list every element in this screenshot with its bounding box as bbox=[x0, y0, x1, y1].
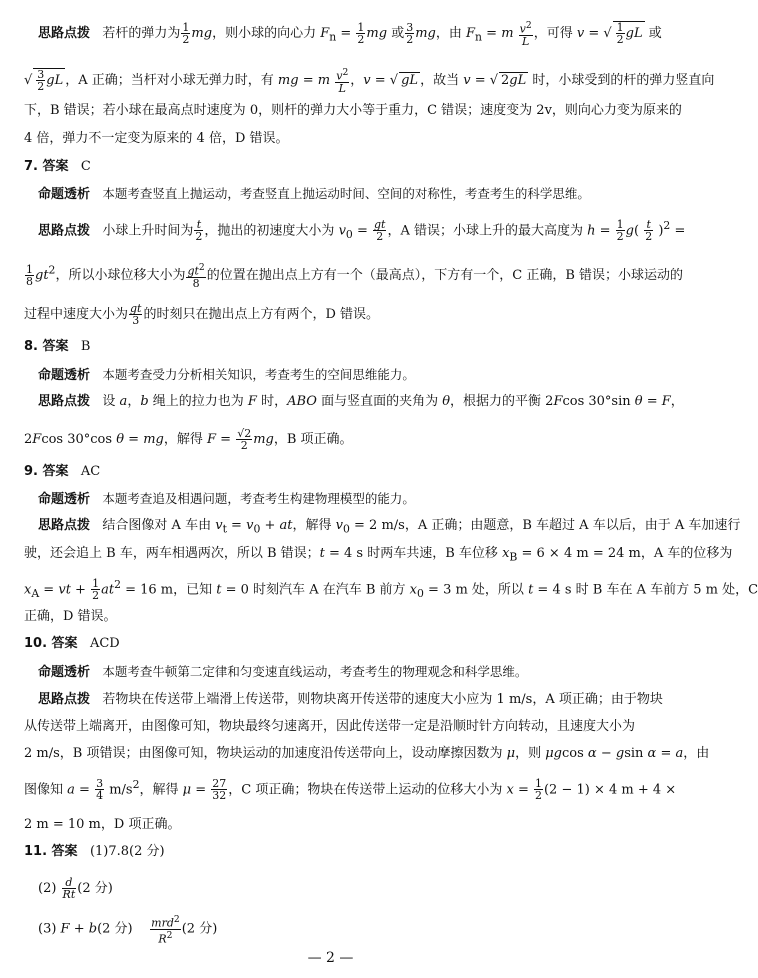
page-number: — 2 — bbox=[307, 950, 354, 966]
text-line: 驶，还会追上 B 车，两车相遇两次，所以 B 错误；t = 4 s 时两车共速，B 车位移 $x_B = 6 \times 4$ m = 24 m，A 车的位移为 bbox=[24, 546, 733, 564]
text-line: 思路点拨 若物块在传送带上端滑上传送带，则物块离开传送带的速度大小应为 1 m/s，A 项正确；由于物块 bbox=[38, 692, 663, 707]
text-line: 下，B 错误；若小球在最高点时速度为 0，则杆的弹力大小等于重力，C 错误；速度变为 2v，则向心力变为原来的 bbox=[24, 103, 682, 118]
text-line: 11. 答案 (1)7.8(2 分) bbox=[24, 844, 165, 859]
text-line: $x_A$ = vt + $\frac{1}{2}$ $at^2 = 16$ m，已知 t = 0 时刻汽车 A 在汽车 B 前方 $x_0 = 3$ m 处，所以 t = 4 s 时 B 车在 A 车前方 5 m 处，C bbox=[24, 577, 758, 603]
text-line: (3) F + b(2 分) $\frac{mrd^2}{R^2}$ (2 分) bbox=[38, 914, 218, 946]
text-line: 思路点拨 小球上升时间为 $\frac{t}{2}$ ，抛出的初速度大小为 $v_0$ = $\frac{gt}{2}$ ，A 错误；小球上升的最大高度为 h = $\frac{1}{2}$ g( $\frac{t}{2}$ )$^2$ = bbox=[38, 218, 686, 244]
text-line: 2 m = 10 m，D 项正确。 bbox=[24, 817, 181, 832]
text-line: 2 m/s，B 项错误；由图像可知，物块运动的加速度沿传送带向上，设动摩擦因数为 μ，则 μgcos α − gsin α = a，由 bbox=[24, 746, 710, 761]
text-line: √ $\frac{3}{2}$ gL ，A 正确；当杆对小球无弹力时，有 mg = m $\frac{v^2}{L}$ ，v = √ gL ，故当 v = √ 2gL 时，小球受到的杆的弹力竖直向 bbox=[24, 67, 715, 95]
text-line: (2) $\frac{d}{Rt}$ (2 分) bbox=[38, 876, 113, 901]
text-line: 思路点拨 若杆的弹力为 $\frac{1}{2}$ mg，则小球的向心力 $F_n$ = $\frac{1}{2}$ mg 或 $\frac{3}{2}$ mg，由 $F_n = m$ $\frac{v^2}{L}$ ，可得 v = √ $\frac{1}{2}$ gL 或 bbox=[38, 20, 662, 48]
text-line: 命题透析 本题考查竖直上抛运动，考查竖直上抛运动时间、空间的对称性，考查考生的科学思维。 bbox=[38, 186, 590, 202]
text-line: 命题透析 本题考查牛顿第二定律和匀变速直线运动，考查考生的物理观念和科学思维。 bbox=[38, 664, 528, 680]
text-line: 2Fcos 30°cos θ = mg，解得 F = $\frac{√2}{2}$ mg，B 项正确。 bbox=[24, 427, 353, 452]
text-line: 思路点拨 设 a，b 绳上的拉力也为 F 时，ABO 面与竖直面的夹角为 θ，根据力的平衡 2Fcos 30°sin θ = F， bbox=[38, 394, 684, 409]
text-line: 7. 答案 C bbox=[24, 159, 91, 174]
text-line: 10. 答案 ACD bbox=[24, 636, 120, 651]
text-line: 思路点拨 结合图像对 A 车由 $v_t = v_0$ + at，解得 $v_0 = 2$ m/s，A 正确；由题意，B 车超过 A 车以后，由于 A 车加速行 bbox=[38, 518, 741, 536]
text-line: 过程中速度大小为 $\frac{gt}{3}$ 的时刻只在抛出点上方有两个，D 错误。 bbox=[24, 302, 380, 327]
text-line: $\frac{1}{8}$ $gt^2$，所以小球位移大小为 $\frac{gt^2}{8}$ 的位置在抛出点上方有一个（最高点），下方有一个，C 正确，B 错误；小球运动的 bbox=[26, 262, 684, 290]
text-line: 命题透析 本题考查受力分析相关知识，考查考生的空间思维能力。 bbox=[38, 367, 415, 383]
text-line: 9. 答案 AC bbox=[24, 464, 101, 479]
text-line: 8. 答案 B bbox=[24, 339, 91, 354]
text-line: 命题透析 本题考查追及相遇问题，考查考生构建物理模型的能力。 bbox=[38, 491, 415, 507]
text-line: 4 倍，弹力不一定变为原来的 4 倍，D 错误。 bbox=[24, 131, 289, 146]
text-line: 图像知 a = $\frac{3}{4}$ $m/s^2$，解得 μ = $\frac{27}{32}$ ，C 项正确；物块在传送带上运动的位移大小为 x = $\frac{1}{2}$ (2 − 1) × 4 m + 4 × bbox=[24, 777, 677, 803]
text-line: 从传送带上端离开，由图像可知，物块最终匀速离开，因此传送带一定是沿顺时针方向转动，且速度大小为 bbox=[24, 719, 636, 734]
text-line: 正确，D 错误。 bbox=[24, 609, 117, 624]
